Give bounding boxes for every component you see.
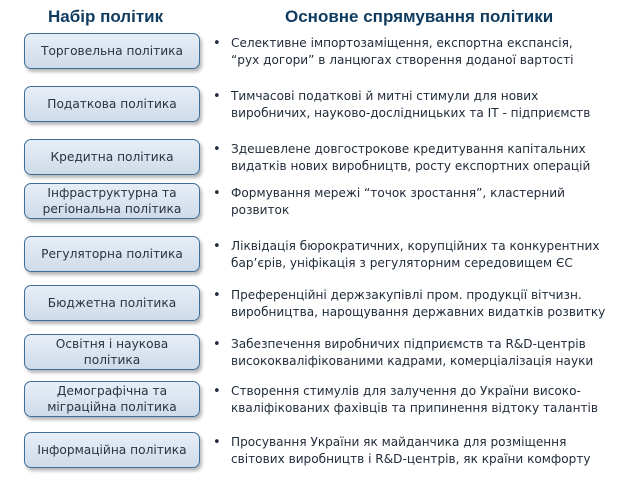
policy-name: Кредитна політика (50, 150, 174, 164)
description-line-1: Забезпечення виробничих підприємств та R&D-центрів (231, 337, 586, 351)
description-line-2: виробництва, нарощування державних видатків розвитку (231, 305, 606, 319)
description-line-2: видатків нових виробництв, росту експортних операцій (231, 159, 591, 173)
policy-direction-header: Основне спрямування політики (285, 7, 554, 26)
description-line-1: Формування мережі “точок зростання”, кластерний (231, 186, 565, 200)
bullet: • (213, 239, 221, 254)
policy-box-education (24, 334, 200, 370)
policy-name: Інформаційна політика (37, 443, 187, 457)
policy-row-information (0, 432, 638, 478)
policy-name: Освітня і наукова політика (55, 337, 169, 367)
bullet: • (213, 337, 221, 352)
policy-box-tax (24, 86, 200, 122)
description-line-2: світових виробництв і R&D-центрів, як країни комфорту (231, 452, 591, 466)
bullet: • (213, 384, 221, 399)
policy-box-infrastructure (24, 183, 200, 219)
policy-row-regulatory (0, 236, 638, 282)
description-line-1: Селективне імпортозаміщення, експортна експансія, (231, 36, 573, 50)
policy-description (231, 434, 629, 468)
description-line-1: Преференційні держзакупівлі пром. продукції вітчизн. (231, 288, 582, 302)
policy-row-tax (0, 86, 638, 132)
bullet: • (213, 186, 221, 201)
description-line-2: висококваліфікованими кадрами, комерціалізація науки (231, 354, 594, 368)
policy-description (231, 88, 629, 122)
description-line-2: бар’єрів, уніфікація з регуляторним середовищем ЄС (231, 256, 573, 270)
policy-description (231, 383, 629, 417)
description-line-1: Просування України як майданчика для розміщення (231, 435, 567, 449)
policy-row-trade (0, 33, 638, 79)
policy-description (231, 185, 629, 219)
policy-row-credit (0, 139, 638, 185)
description-line-2: розвиток (231, 203, 290, 217)
description-line-1: Здешевлене довгострокове кредитування капітальних (231, 142, 586, 156)
description-line-2: виробничих, науково-дослідницьких та ІТ - підприємств (231, 106, 591, 120)
bullet: • (213, 142, 221, 157)
policy-name: Бюджетна політика (47, 296, 177, 310)
policy-box-credit (24, 139, 200, 175)
policy-name: Податкова політика (47, 97, 177, 111)
policy-row-budget (0, 285, 638, 331)
policy-row-demographic (0, 381, 638, 427)
description-line-2: кваліфікованих фахівців та припинення відтоку талантів (231, 401, 599, 415)
policy-row-infrastructure (0, 183, 638, 229)
policy-description (231, 35, 629, 69)
description-line-1: Тимчасові податкові й митні стимули для нових (231, 89, 539, 103)
policy-set-header: Набір політик (48, 7, 164, 26)
description-line-1: Створення стимулів для залучення до України високо- (231, 384, 581, 398)
policy-name: Регуляторна політика (41, 247, 183, 261)
policy-box-demographic (24, 381, 200, 417)
policy-box-information (24, 432, 200, 468)
policy-row-education (0, 334, 638, 380)
policy-box-regulatory (24, 236, 200, 272)
policy-description (231, 141, 629, 175)
policy-name: Демографічна та міграційна політика (47, 384, 177, 414)
bullet: • (213, 435, 221, 450)
bullet: • (213, 89, 221, 104)
policy-description (231, 336, 629, 370)
policy-box-trade (24, 33, 200, 69)
bullet: • (213, 288, 221, 303)
description-line-1: Ліквідація бюрократичних, корупційних та конкурентних (231, 239, 600, 253)
bullet: • (213, 36, 221, 51)
policy-name: Інфраструктурна та регіональна політика (42, 186, 182, 216)
policy-box-budget (24, 285, 200, 321)
description-line-2: “рух догори” в ланцюгах створення доданої вартості (231, 53, 574, 67)
policy-description (231, 238, 629, 272)
policy-name: Торговельна політика (41, 44, 183, 58)
policy-description (231, 287, 629, 321)
